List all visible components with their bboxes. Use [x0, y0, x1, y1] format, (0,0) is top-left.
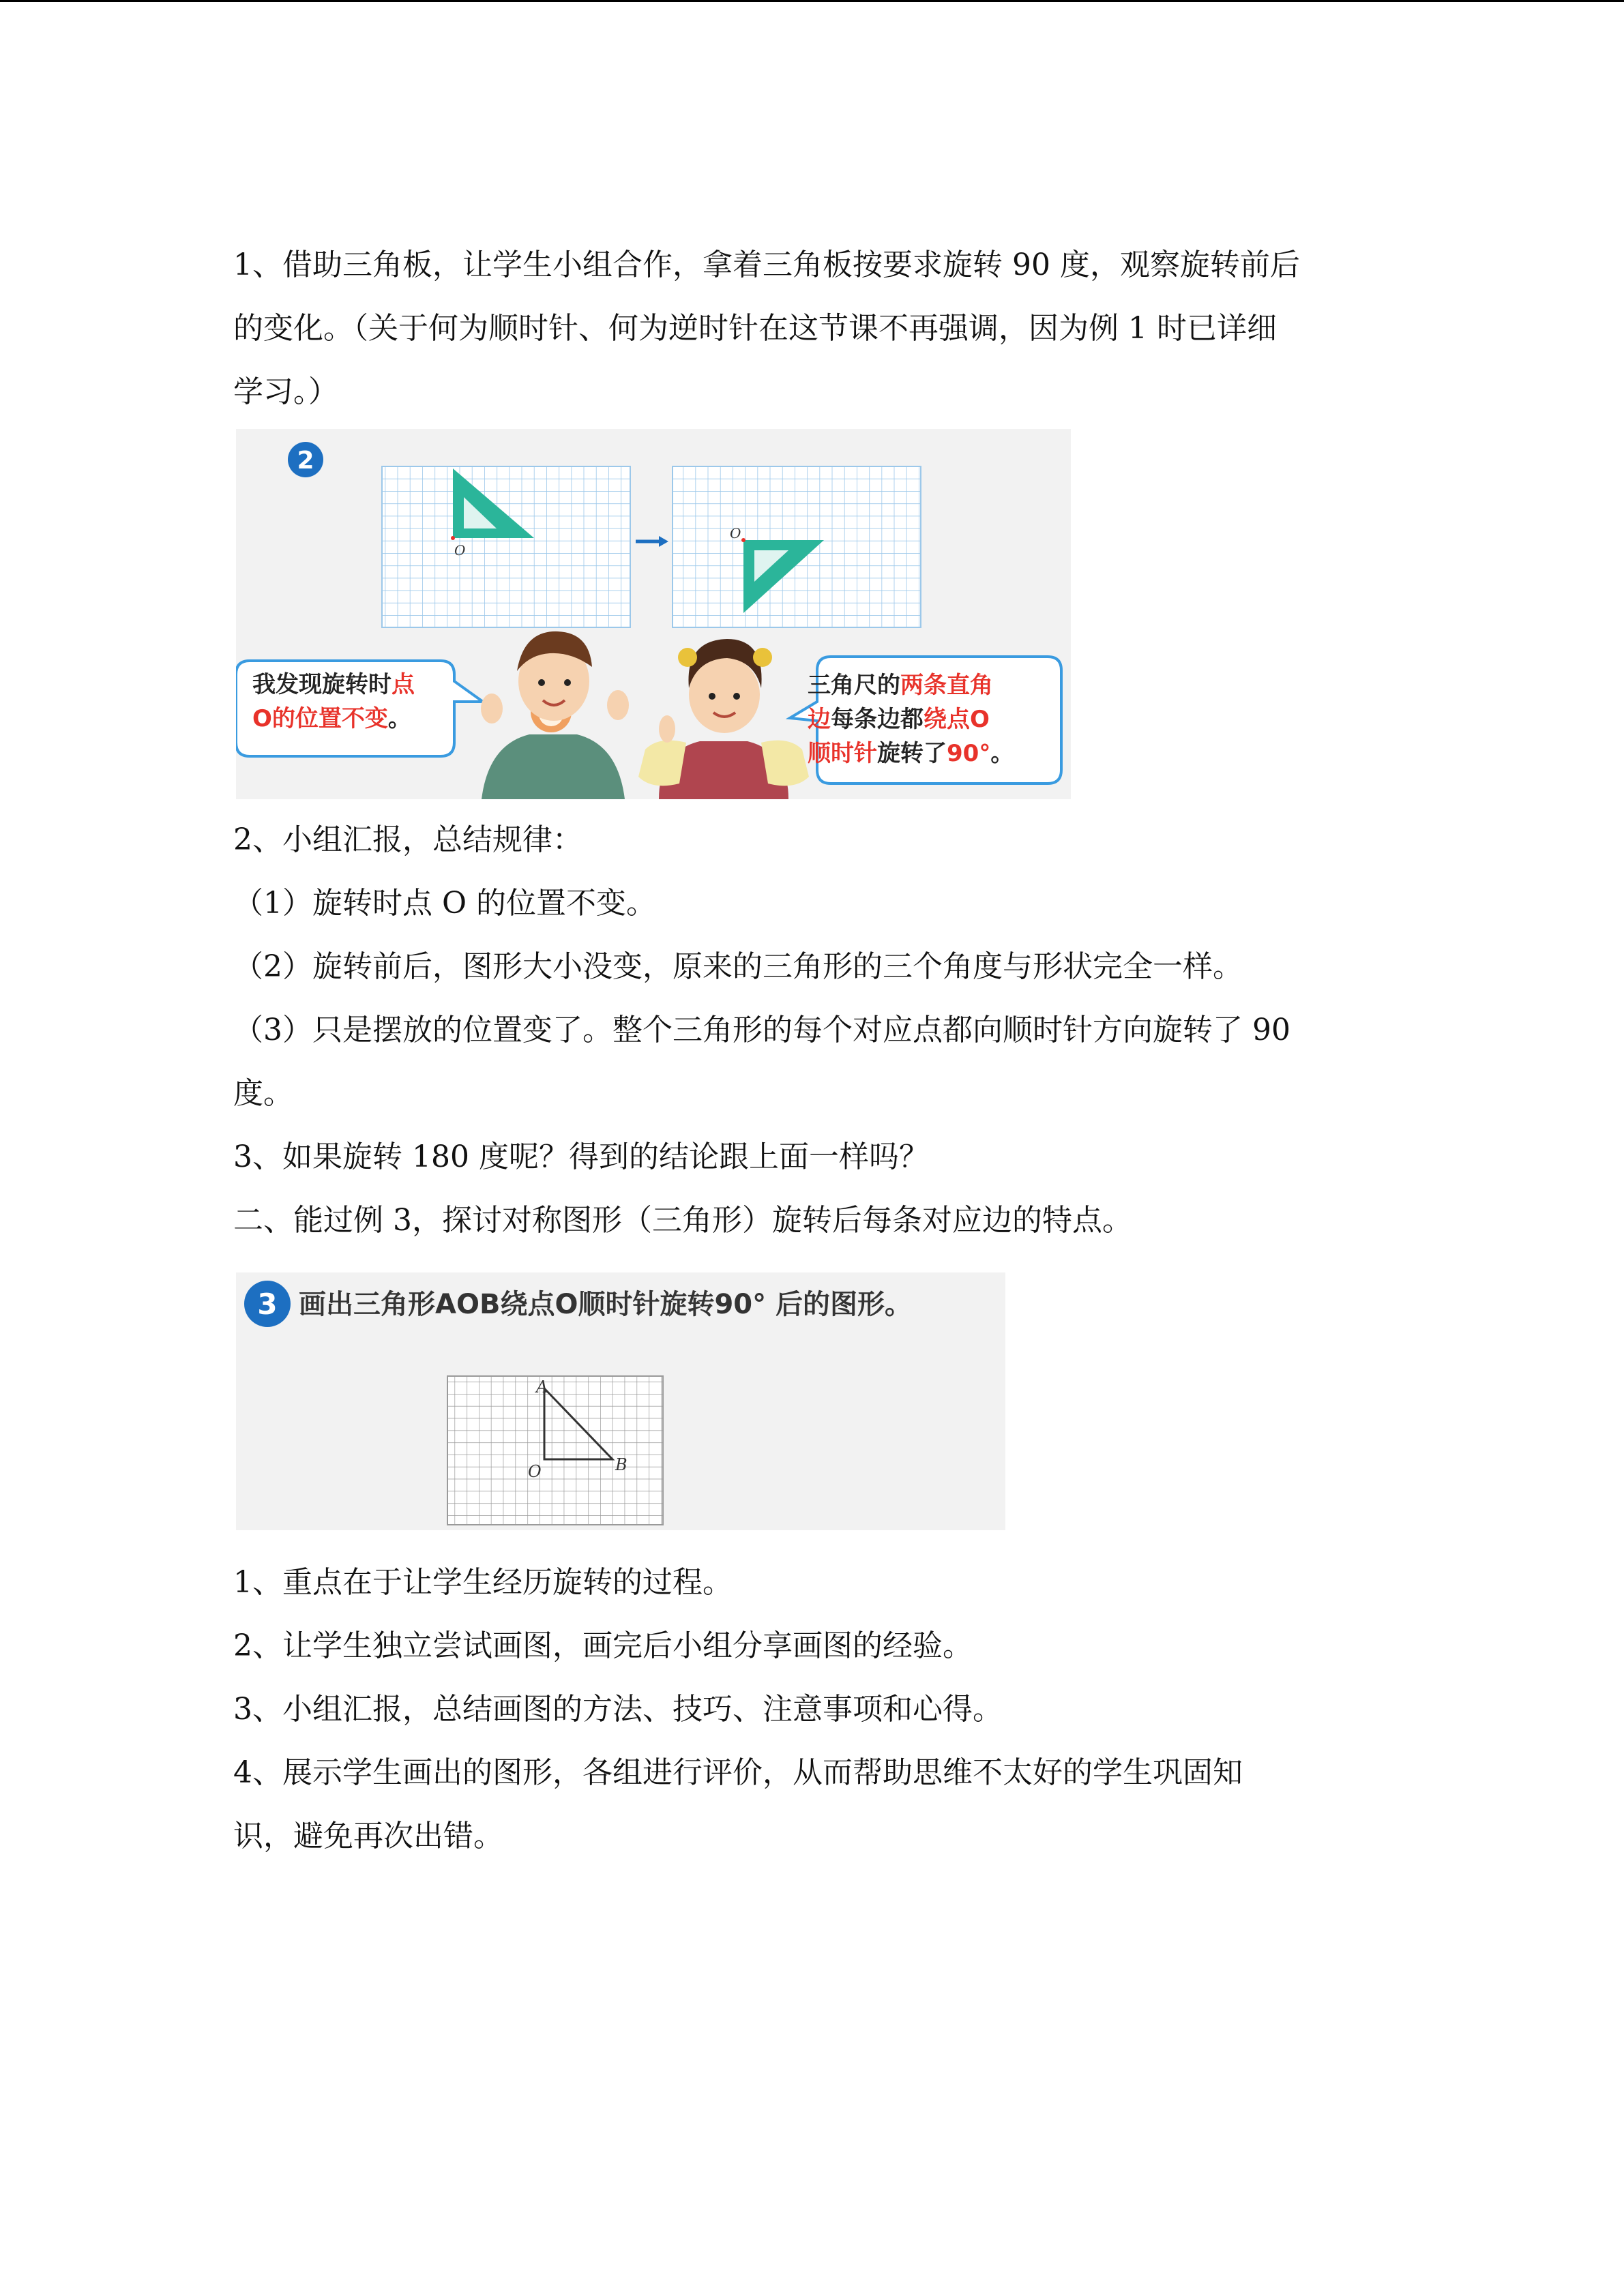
svg-text:O的位置不变。 [252, 705, 411, 732]
svg-text:我发现旋转时点 [252, 671, 415, 698]
example-2-badge [288, 442, 323, 488]
point-b-label: B [615, 1455, 628, 1474]
para2-heading: 2、小组汇报，总结规律： [233, 822, 582, 857]
bubble-left-text-a: 我发现旋转时 [252, 671, 392, 698]
bubble-right-text-d: 每条边都 [831, 706, 924, 733]
bubble-left-text-d: 。 [387, 705, 411, 732]
point-o-label: O [528, 1462, 542, 1481]
badge-3-label: 3 [257, 1287, 278, 1321]
bubble-right-text-a: 三角尺的 [808, 672, 900, 699]
speech-bubble-right [790, 657, 1061, 784]
grid-before-rotation [382, 466, 630, 627]
example-3-badge [244, 1281, 291, 1327]
para3-item3: 3、小组汇报，总结画图的方法、技巧、注意事项和心得。 [233, 1692, 1003, 1727]
para2-item3-line1: （3）只是摆放的位置变了。整个三角形的每个对应点都向顺时针方向旋转了 90 [233, 1013, 1290, 1047]
para3-item1: 1、重点在于让学生经历旋转的过程。 [233, 1565, 733, 1600]
point-a-label: A [536, 1377, 548, 1397]
page-top-border [0, 0, 1624, 2]
example2-figure [236, 429, 1071, 799]
para2-item3-line2: 度。 [233, 1076, 293, 1111]
para2-item2: （2）旋转前后，图形大小没变，原来的三角形的三个角度与形状完全一样。 [233, 949, 1243, 984]
bubble-right-text-g: 旋转了 [877, 740, 947, 767]
svg-text:边每条边都绕点O [808, 706, 990, 733]
arrow-icon [636, 536, 668, 547]
bubble-right-text-i: 。 [990, 740, 1014, 767]
svg-text:三角尺的两条直角 [808, 672, 993, 699]
bubble-right-text-h: 90° [947, 740, 991, 767]
para1-line3: 学习。） [233, 374, 338, 409]
point-o-after: O [730, 525, 741, 541]
section2-heading: 二、能过例 3，探讨对称图形（三角形）旋转后每条对应边的特点。 [233, 1203, 1132, 1238]
speech-bubble-left [236, 661, 483, 756]
para3-item4-line2: 识，避免再次出错。 [233, 1819, 503, 1853]
bubble-right-text-b: 两条直角 [900, 672, 993, 699]
para3-item2: 2、让学生独立尝试画图，画完后小组分享画图的经验。 [233, 1628, 973, 1663]
bubble-left-text-c: O的位置不变 [252, 705, 388, 732]
svg-text:顺时针旋转了90°。 [808, 740, 1014, 767]
example3-title: 画出三角形AOB绕点O顺时针旋转90° 后的图形。 [299, 1289, 913, 1320]
bubble-right-text-e: 绕点O [924, 706, 990, 733]
girl-cartoon-image [638, 639, 809, 799]
boy-cartoon-image [481, 631, 629, 799]
point-o-before: O [454, 542, 466, 558]
bubble-left-text-b: 点 [392, 671, 415, 698]
para2-item4: 3、如果旋转 180 度呢？得到的结论跟上面一样吗？ [233, 1139, 929, 1174]
para2-item1: （1）旋转时点 O 的位置不变。 [233, 886, 657, 921]
badge-2-label: 2 [297, 447, 314, 475]
para1-line1: 1、借助三角板，让学生小组合作，拿着三角板按要求旋转 90 度，观察旋转前后 [233, 248, 1300, 282]
bubble-right-text-f: 顺时针 [808, 740, 877, 767]
bubble-right-text-c: 边 [808, 706, 831, 733]
example3-figure [236, 1272, 1005, 1530]
para3-item4-line1: 4、展示学生画出的图形，各组进行评价，从而帮助思维不太好的学生巩固知 [233, 1755, 1243, 1790]
para1-line2: 的变化。（关于何为顺时针、何为逆时针在这节课不再强调，因为例 1 时已详细 [233, 311, 1277, 346]
